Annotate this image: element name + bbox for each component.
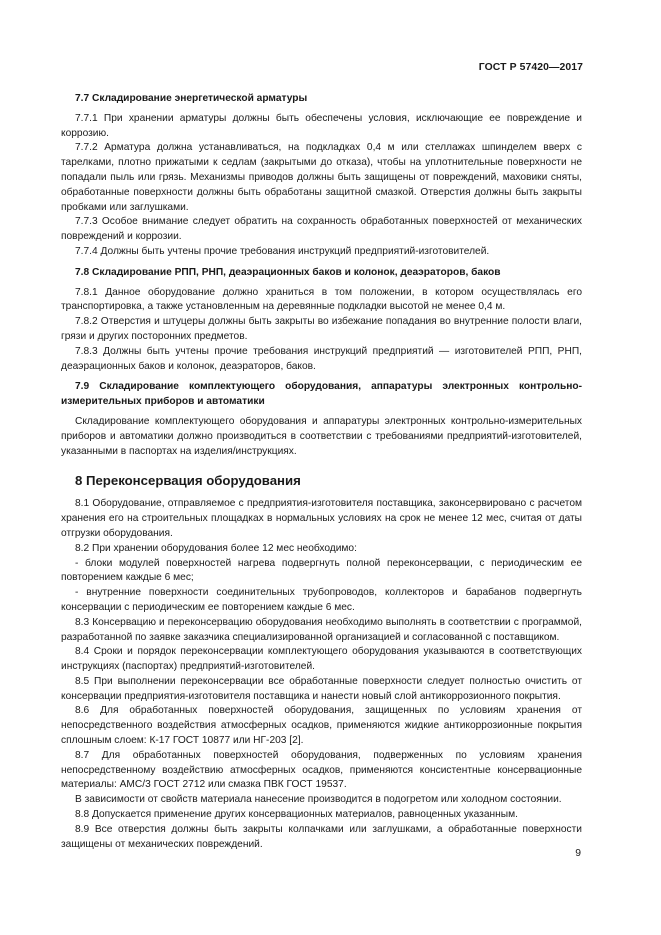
section-7-8-heading: 7.8 Складирование РПП, РНП, деаэрационных баков и колонок, деаэраторов, баков — [75, 266, 501, 278]
section-7-9-heading: 7.9 Складирование комплектующего оборудования, аппаратуры электронных контрольно-измерительных приборов и автоматики — [61, 381, 582, 408]
paragraph-8-9: 8.9 Все отверстия должны быть закрыты колпачками или заглушками, а обработанные поверхности защищены от механических повреждений. — [61, 823, 582, 850]
paragraph-8-1: 8.1 Оборудование, отправляемое с предприятия-изготовителя поставщика, законсервировано с расчетом хранения его на строительных площадках в нормальных условиях на срок не менее 12 мес, считая от даты отгрузки оборудования. — [61, 498, 582, 539]
paragraph-8-8: 8.8 Допускается применение других консервационных материалов, равноценных указанным. — [75, 809, 518, 821]
paragraph-7-8-3: 7.8.3 Должны быть учтены прочие требования инструкций предприятий — изготовителей РПП, РНП, деаэрационных баков и колонок, деаэраторов, баков. — [61, 345, 582, 372]
paragraph-7-7-4: 7.7.4 Должны быть учтены прочие требования инструкций предприятий-изготовителей. — [75, 245, 490, 257]
page-content — [61, 92, 582, 852]
paragraph-8-2: 8.2 При хранении оборудования более 12 мес необходимо: — [75, 542, 357, 554]
paragraph-7-7-3: 7.7.3 Особое внимание следует обратить на сохранность обработанных поверхностей от механических повреждений и коррозии. — [61, 216, 582, 243]
paragraph-8-7-continued: В зависимости от свойств материала нанесение производится в подогретом или холодном состоянии. — [75, 794, 562, 806]
paragraph-7-9: Складирование комплектующего оборудования и аппаратуры электронных контрольно-измерительных приборов и автоматики должно производиться в соответствии с требованиями предприятий-изготовителей, указанными в паспортах на изделия/инструкциях. — [61, 415, 582, 457]
page-number: 9 — [575, 848, 581, 859]
paragraph-8-7: 8.7 Для обработанных поверхностей оборудования, подверженных по условиям хранения непосредственному воздействию атмосферных осадков, применяются консистентные консервационные материалы: АМС/3 ГОСТ 2712 или смазка ПВК ГОСТ 19537. — [61, 749, 582, 791]
section-7-7-heading: 7.7 Складирование энергетической арматуры — [75, 93, 308, 104]
paragraph-7-7-2: 7.7.2 Арматура должна устанавливаться, на подкладках 0,4 м или стеллажах шпинделем вверх с тарелками, плотно прижатыми к седлам (закрытыми до отказа), чтобы на уплотнительные поверхности не попадали пыль или грязь. Механизмы приводов должны быть защищены от повреждений, маховики сняты, обработанные поверхности должны быть обработаны защитной смазкой. Отверстия должны быть закрыты пробками или заглушками. — [61, 142, 582, 213]
document-id: ГОСТ Р 57420—2017 — [478, 62, 583, 73]
paragraph-8-3: 8.3 Консервацию и переконсервацию оборудования необходимо выполнять в соответствии с программой, разработанной по заявке заказчика специализированной организацией и согласованной с поставщиком. — [61, 616, 582, 643]
paragraph-8-6: 8.6 Для обработанных поверхностей оборудования, защищенных по условиям хранения от непосредственного воздействия атмосферных осадков, применяются жидкие антикоррозионные покрытия сплошным слоем: К-17 ГОСТ 10877 или НГ-203 [2]. — [61, 705, 582, 747]
section-8-heading: 8 Переконсервация оборудования — [75, 473, 301, 489]
paragraph-7-7-1: 7.7.1 При хранении арматуры должны быть обеспечены условия, исключающие ее повреждение и коррозию. — [61, 112, 582, 139]
paragraph-8-4: 8.4 Сроки и порядок переконсервации комплектующего оборудования указываются в соответствующих инструкциях (паспортах) предприятий-изготовителей. — [61, 646, 582, 673]
list-item-8-2-a: - блоки модулей поверхностей нагрева подвергнуть полной переконсервации, с периодическим ее повторением каждые 6 мес; — [61, 557, 582, 584]
list-item-8-2-b: - внутренние поверхности соединительных трубопроводов, коллекторов и барабанов подвергнуть консервации с периодическим ее повторением каждые 6 мес. — [61, 587, 582, 613]
paragraph-7-8-1: 7.8.1 Данное оборудование должно храниться в том положении, в котором осуществлялась его транспортировка, а также установленным на деревянные подкладки высотой не менее 0,4 м. — [61, 286, 582, 313]
paragraph-8-5: 8.5 При выполнении переконсервации все обработанные поверхности следует полностью очистить от консервации предприятия-изготовителя поставщика и нанести новый слой антикоррозионного покрытия. — [61, 675, 582, 702]
paragraph-7-8-2: 7.8.2 Отверстия и штуцеры должны быть закрыты во избежание попадания во внутренние полости влаги, грязи и других посторонних предметов. — [61, 316, 582, 342]
